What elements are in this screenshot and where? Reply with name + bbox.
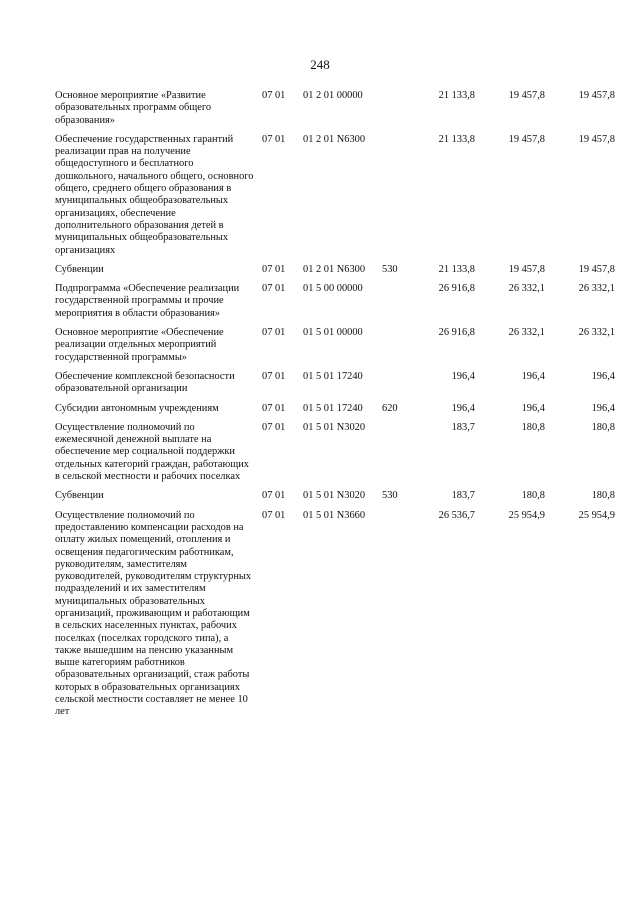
row-article: 01 5 01 N3660 <box>303 509 366 521</box>
budget-table <box>55 90 615 726</box>
row-value-2: 25 954,9 <box>508 509 545 521</box>
row-article: 01 5 00 00000 <box>303 283 363 295</box>
table-row <box>55 371 615 403</box>
table-row <box>55 403 615 422</box>
row-section: 07 01 <box>262 90 286 101</box>
row-value-2: 196,4 <box>521 370 545 382</box>
row-value-1: 183,7 <box>451 421 475 433</box>
row-article: 01 5 01 N3020 <box>303 490 366 502</box>
row-value-3: 19 457,8 <box>578 90 615 101</box>
row-expense-type <box>382 134 405 264</box>
table-row <box>55 283 615 327</box>
row-value-3: 196,4 <box>591 402 615 414</box>
row-name: Субвенции <box>55 263 104 275</box>
row-article: 01 5 01 N3020 <box>303 421 366 433</box>
row-article: 01 2 01 N6300 <box>303 133 366 145</box>
row-section: 07 01 <box>262 421 286 433</box>
row-value-2: 180,8 <box>521 490 545 502</box>
table-row <box>55 134 615 264</box>
row-section: 07 01 <box>262 327 286 339</box>
row-value-1: 196,4 <box>451 402 475 414</box>
row-value-3: 26 332,1 <box>578 283 615 295</box>
row-expense-type <box>382 327 405 371</box>
row-name: Основное мероприятие «Обеспечение реализации отдельных мероприятий государственной программы» <box>55 327 224 363</box>
row-value-1: 183,7 <box>451 490 475 502</box>
row-section: 07 01 <box>262 509 286 521</box>
row-expense-type <box>382 283 405 327</box>
row-value-3: 196,4 <box>591 370 615 382</box>
row-article: 01 2 01 00000 <box>303 90 363 101</box>
row-value-2: 26 332,1 <box>508 283 545 295</box>
row-expense-type <box>382 422 405 490</box>
row-expense-type: 530 <box>382 263 398 275</box>
row-value-2: 19 457,8 <box>508 263 545 275</box>
row-section: 07 01 <box>262 370 286 382</box>
row-name: Осуществление полномочий по ежемесячной денежной выплате на обеспечение мер социальной поддержки отдельных категорий граждан, работающих в сельской местности и рабочих поселках <box>55 421 249 483</box>
row-section: 07 01 <box>262 490 286 502</box>
row-value-1: 26 916,8 <box>438 283 475 295</box>
row-value-3: 180,8 <box>591 490 615 502</box>
row-value-2: 19 457,8 <box>508 133 545 145</box>
row-value-1: 21 133,8 <box>438 90 475 101</box>
row-article: 01 2 01 N6300 <box>303 263 366 275</box>
row-expense-type <box>382 510 405 726</box>
table-row <box>55 510 615 726</box>
row-value-2: 196,4 <box>521 402 545 414</box>
page-number: 248 <box>310 57 330 72</box>
row-value-3: 19 457,8 <box>578 133 615 145</box>
row-expense-type <box>382 90 405 134</box>
row-section: 07 01 <box>262 263 286 275</box>
table-row <box>55 422 615 490</box>
row-value-1: 26 916,8 <box>438 327 475 339</box>
row-value-1: 26 536,7 <box>438 509 475 521</box>
row-value-3: 25 954,9 <box>578 509 615 521</box>
row-name: Осуществление полномочий по предоставлению компенсации расходов на оплату жилых помещений, отопления и освещения педагогическим работникам, руководителям, заместителям руководителей, руководителям структурных подразделений и их заместителям муниципальных образовательных организаций, проживающим и работающим в сельских населенных пунктах, рабочих поселках (поселках городского типа), а также вышедшим на пенсию указанным выше категориям работников образовательных организаций, стаж работы которых в образовательных организациях сельской местности составляет не менее 10 лет <box>55 509 252 718</box>
row-value-2: 19 457,8 <box>508 90 545 101</box>
row-name: Субсидии автономным учреждениям <box>55 402 219 414</box>
row-section: 07 01 <box>262 133 286 145</box>
row-article: 01 5 01 17240 <box>303 370 363 382</box>
row-value-3: 180,8 <box>591 421 615 433</box>
table-row <box>55 490 615 509</box>
table-row <box>55 90 615 134</box>
row-name: Обеспечение государственных гарантий реализации прав на получение общедоступного и бесплатного дошкольного, начального общего, основного общего, среднего общего образования в муниципальных общеобразовательных организациях, обеспечение дополнительного образования детей в муниципальных общеобразовательных организациях <box>55 133 254 256</box>
row-expense-type: 620 <box>382 402 398 414</box>
row-expense-type <box>382 371 405 403</box>
row-section: 07 01 <box>262 402 286 414</box>
row-expense-type: 530 <box>382 490 398 502</box>
row-section: 07 01 <box>262 283 286 295</box>
row-value-2: 180,8 <box>521 421 545 433</box>
row-value-3: 26 332,1 <box>578 327 615 339</box>
row-value-1: 21 133,8 <box>438 133 475 145</box>
table-row <box>55 264 615 283</box>
row-value-1: 196,4 <box>451 370 475 382</box>
row-name: Подпрограмма «Обеспечение реализации государственной программы и прочие мероприятия в области образования» <box>55 283 240 319</box>
row-name: Обеспечение комплексной безопасности образовательной организации <box>55 370 235 395</box>
row-value-1: 21 133,8 <box>438 263 475 275</box>
row-article: 01 5 01 17240 <box>303 402 363 414</box>
row-name: Основное мероприятие «Развитие образовательных программ общего образования» <box>55 90 212 126</box>
row-name: Субвенции <box>55 490 104 502</box>
row-value-2: 26 332,1 <box>508 327 545 339</box>
table-row <box>55 327 615 371</box>
row-value-3: 19 457,8 <box>578 263 615 275</box>
row-article: 01 5 01 00000 <box>303 327 363 339</box>
